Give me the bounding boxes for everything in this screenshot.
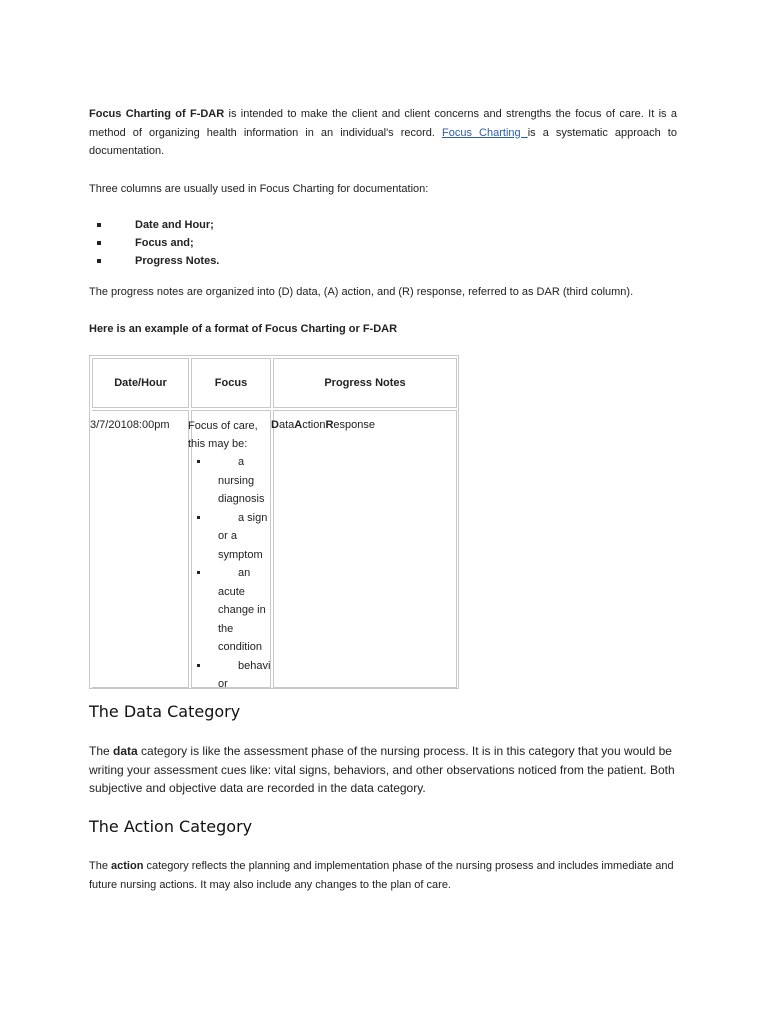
action-category-heading: The Action Category xyxy=(89,817,253,836)
bullet-square-icon xyxy=(197,571,200,574)
bullet-square-icon xyxy=(197,460,200,463)
date-value: 3/7/20108:00pm xyxy=(90,419,170,431)
bullet-square-icon xyxy=(97,241,101,245)
fdar-table xyxy=(89,355,459,689)
intro-text-1: is intended to make the client and client concerns and strengths the focus of care. It is a method of organizing health information in an individual's record. xyxy=(89,108,677,139)
columns-list xyxy=(89,216,677,270)
header-date-hour: Date/Hour xyxy=(92,358,189,408)
data-category-heading: The Data Category xyxy=(89,702,241,721)
focus-intro: Focus of care, this may be: xyxy=(188,420,258,450)
dar-value: DataActionResponse xyxy=(271,419,375,431)
list-item: a nursing diagnosis xyxy=(192,453,272,509)
bullet-square-icon xyxy=(97,259,101,263)
cell-focus xyxy=(188,410,271,690)
cell-date xyxy=(92,410,189,688)
list-item: an acute change in the condition xyxy=(192,564,272,657)
header-focus: Focus xyxy=(191,358,271,408)
bullet-square-icon xyxy=(197,516,200,519)
bullet-square-icon xyxy=(197,664,200,667)
bullet-square-icon xyxy=(97,223,101,227)
columns-intro: Three columns are usually used in Focus Charting for documentation: xyxy=(89,183,429,195)
action-category-paragraph: The action category reflects the planning and implementation phase of the nursing prosess and includes immediate and future nursing actions. It may also include any changes to the plan of care. xyxy=(89,860,674,891)
list-item: behavi or xyxy=(192,657,272,694)
header-progress-notes: Progress Notes xyxy=(273,358,457,408)
intro-text-2: is a systematic approach to documentation. xyxy=(89,126,677,157)
focus-list xyxy=(192,453,272,694)
example-caption: Here is an example of a format of Focus Charting or F-DAR xyxy=(89,323,398,335)
cell-progress-notes xyxy=(273,410,457,688)
list-item: a sign or a symptom xyxy=(192,509,272,565)
list-item: Date and Hour; xyxy=(89,216,677,234)
list-item: Progress Notes. xyxy=(89,252,677,270)
dar-description: The progress notes are organized into (D) data, (A) action, and (R) response, referred to as DAR (third column). xyxy=(89,286,634,298)
focus-charting-link[interactable]: Focus Charting xyxy=(442,126,528,139)
data-category-paragraph: The data category is like the assessment phase of the nursing process. It is in this category that you would be writing your assessment cues like: vital signs, behaviors, and other observations noticed from the patient. Both subjective and objective data are recorded in the data category. xyxy=(89,744,675,795)
intro-paragraph xyxy=(89,105,677,161)
intro-lead: Focus Charting of F-DAR xyxy=(89,108,225,120)
list-item: Focus and; xyxy=(89,234,677,252)
